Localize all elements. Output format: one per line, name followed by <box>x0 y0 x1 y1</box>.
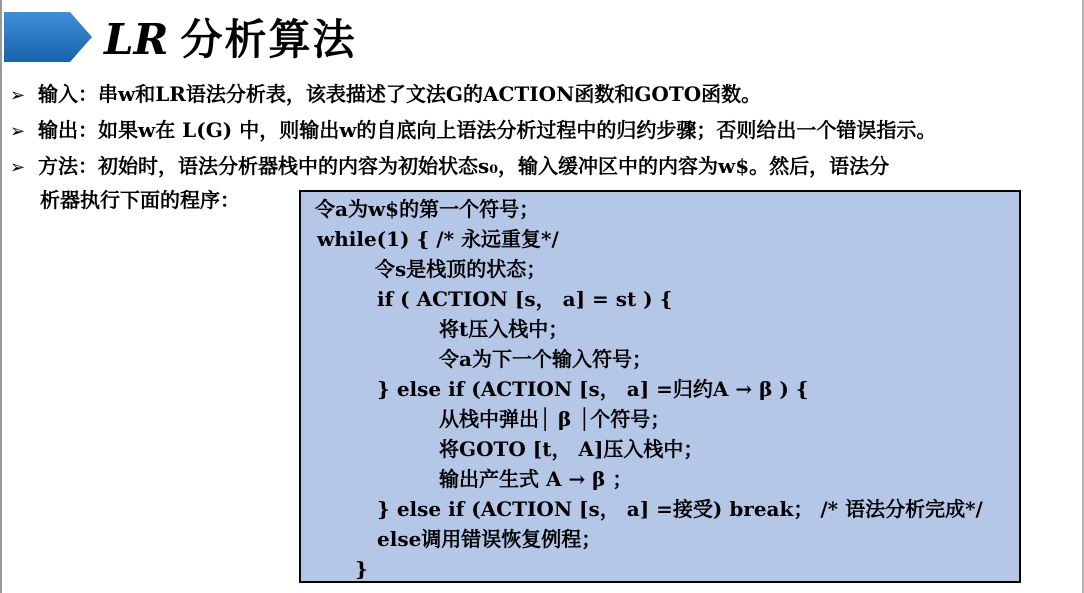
code-line: 令s是栈顶的状态； <box>375 257 547 281</box>
bullet-arrow-icon: ➢ <box>10 85 26 106</box>
bullet-method-text: 方法：初始时，语法分析器栈中的内容为初始状态s₀，输入缓冲区中的内容为w$。然后，语法分 <box>38 154 890 178</box>
bullet-output-text: 输出：如果w在 L(G) 中，则输出w的自底向上语法分析过程中的归约步骤；否则给出一个错误指示。 <box>38 118 937 142</box>
code-line: } <box>355 557 368 581</box>
title-arrow-bar <box>4 12 92 62</box>
title-lr: LR <box>104 15 169 64</box>
algorithm-code-box <box>299 190 1021 583</box>
code-line: 令a为w$的第一个符号； <box>315 197 540 221</box>
code-line: else调用错误恢复例程； <box>377 527 602 551</box>
bullet-arrow-icon: ➢ <box>10 157 26 178</box>
bullet-arrow-icon: ➢ <box>10 121 26 142</box>
slide-title <box>104 10 356 70</box>
code-line: 输出产生式 A → β ； <box>439 467 633 491</box>
bullet-input <box>10 80 761 110</box>
code-line: 将GOTO [t， A]压入栈中； <box>439 437 704 461</box>
code-line: } else if (ACTION [s， a] =接受) break； /* 语法分析完成*/ <box>377 497 983 521</box>
code-line: while(1) { /* 永远重复*/ <box>317 227 559 251</box>
code-line: 将t压入栈中； <box>439 317 569 341</box>
code-line: if ( ACTION [s， a] = st ) { <box>377 287 673 311</box>
code-line: 从栈中弹出│ β │个符号； <box>439 407 671 431</box>
bullet-input-text: 输入：串w和LR语法分析表，该表描述了文法G的ACTION函数和GOTO函数。 <box>38 82 762 106</box>
code-line: 令a为下一个输入符号； <box>439 347 652 371</box>
bullet-method <box>10 152 889 182</box>
bullet-method-continuation: 析器执行下面的程序： <box>40 188 240 212</box>
title-label: 分析算法 <box>180 15 357 64</box>
slide-left-edge <box>0 0 2 593</box>
code-line: } else if (ACTION [s， a] =归约A → β ) { <box>377 377 809 401</box>
bullet-output <box>10 116 936 146</box>
